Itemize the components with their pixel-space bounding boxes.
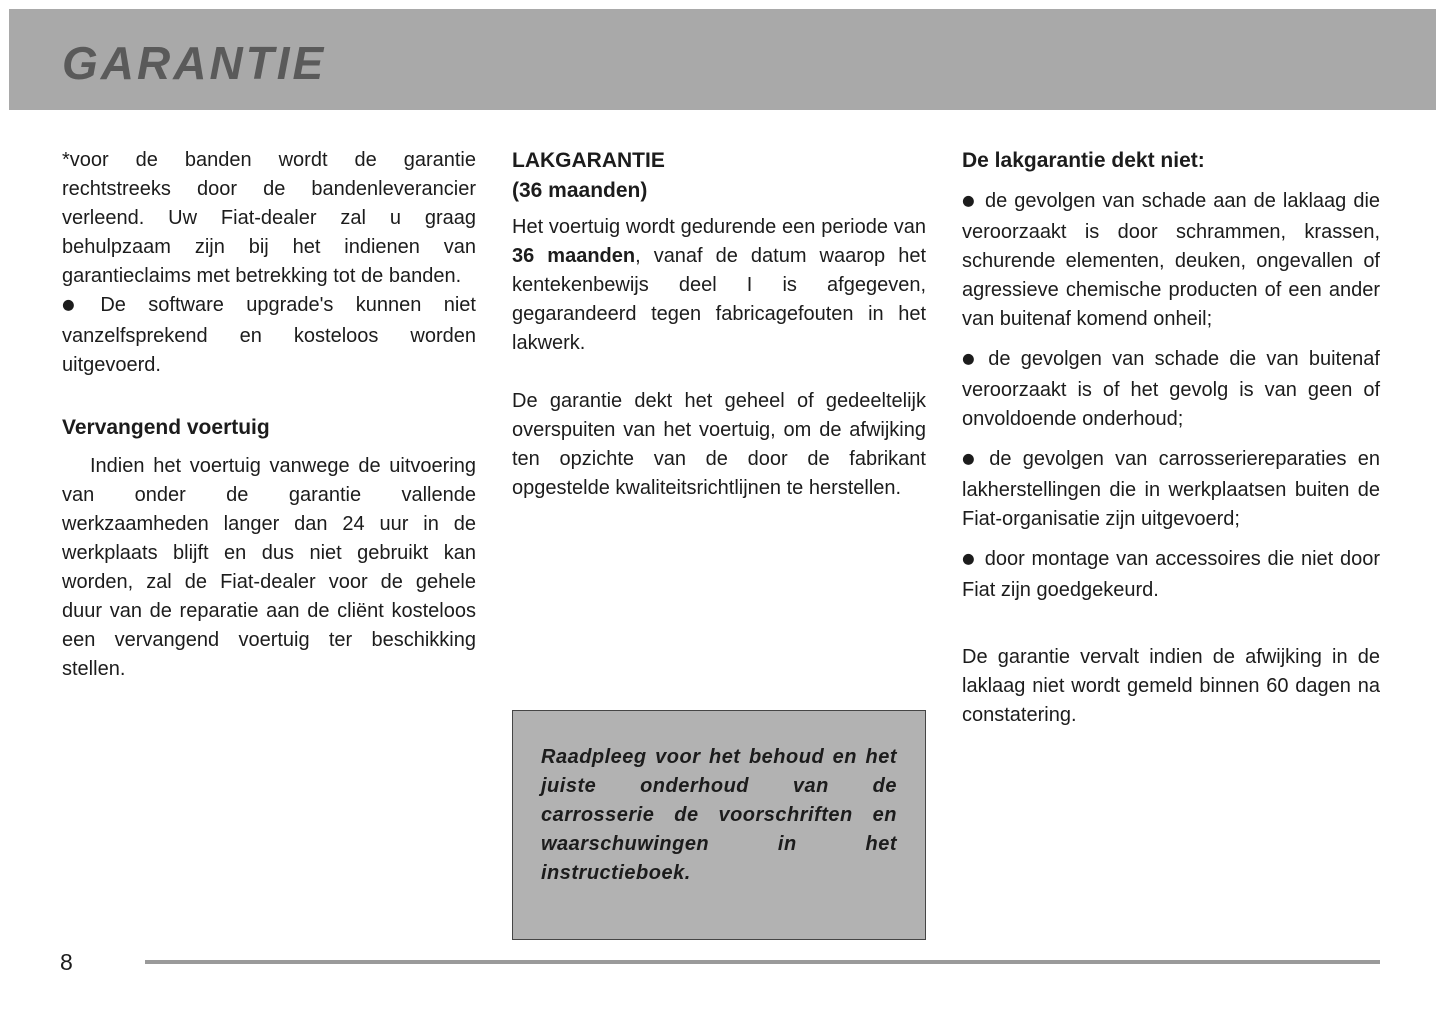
footer-rule [145, 960, 1380, 964]
bullet-item-text: De software upgrade's kunnen niet vanzelfsprekend en kosteloos worden uitgevoerd. [62, 294, 476, 376]
heading-lakgarantie-line2: (36 maanden) [512, 179, 648, 202]
bullet-icon: ● [962, 451, 981, 467]
bullet-item-text: de gevolgen van schade die van buitenaf veroorzaakt is of het gevolg is van geen of onvoldoende onderhoud; [962, 348, 1380, 430]
bullet-item-text: de gevolgen van schade aan de laklaag die veroorzaakt is door schrammen, krassen, schurende elementen, deuken, ongevallen of agressieve chemische producten of een ander van buitenaf komend onheil; [962, 190, 1381, 330]
heading-lakgarantie-line1: LAKGARANTIE [512, 149, 665, 172]
notice-box-text: Raadpleeg voor het behoud en het juiste onderhoud van de carrosserie de voorschriften en waarschuwingen in het instructieboek. [541, 746, 897, 884]
paragraph-expiry: De garantie vervalt indien de afwijking in de laklaag niet wordt gemeld binnen 60 dagen na constatering. [962, 646, 1380, 726]
paragraph-respray: De garantie dekt het geheel of gedeeltelijk overspuiten van het voertuig, om de afwijking ten opzichte van de door de fabrikant opgestelde kwaliteitsrichtlijnen te herstellen. [512, 390, 926, 499]
bullet-item-accessories [962, 545, 1380, 605]
bullet-item-damage-scratches [962, 187, 1380, 334]
bullet-icon: ● [62, 297, 92, 313]
bullet-item-external-damage [962, 345, 1380, 434]
column-middle [512, 146, 926, 503]
bullet-icon: ● [962, 193, 977, 209]
heading-lakgarantie [512, 146, 926, 206]
page-title: GARANTIE [62, 36, 327, 89]
paragraph-replacement-vehicle: Indien het voertuig vanwege de uitvoering van onder de garantie vallende werkzaamheden langer dan 24 uur in de werkplaats blijft en dus niet gebruikt kan worden, zal de Fiat-dealer voor de gehele duur van de reparatie aan de cliënt kosteloos een vervangend voertuig ter beschikking stellen. [62, 455, 476, 680]
bullet-icon: ● [962, 551, 976, 567]
paint-warranty-text-post: , vanaf de datum waarop het kentekenbewijs deel I is afgegeven, gegarandeerd tegen fabricagefouten in het lakwerk. [512, 245, 926, 354]
paint-warranty-duration: 36 maanden [512, 245, 636, 267]
paragraph-paint-warranty [512, 213, 926, 358]
page-header-bar [9, 9, 1436, 110]
heading-vervangend-voertuig: Vervangend voertuig [62, 416, 270, 439]
bullet-item-text: de gevolgen van carrosseriereparaties en lakherstellingen die in werkplaatsen buiten de Fiat-organisatie zijn uitgevoerd; [962, 448, 1380, 530]
bullet-item-third-party-repairs [962, 445, 1380, 534]
paragraph-tyre-warranty: *voor de banden wordt de garantie rechtstreeks door de bandenleverancier verleend. Uw Fiat-dealer zal u graag behulpzaam zijn bij het indienen van garantieclaims met betrekking tot de banden. [62, 149, 476, 287]
paint-warranty-text-pre: Het voertuig wordt gedurende een periode van [512, 216, 926, 238]
bullet-icon: ● [962, 351, 980, 367]
column-right [962, 146, 1380, 730]
notice-box [512, 710, 926, 940]
bullet-item-text: door montage van accessoires die niet door Fiat zijn goedgekeurd. [962, 548, 1380, 601]
heading-dekt-niet: De lakgarantie dekt niet: [962, 149, 1205, 172]
bullet-item-software-upgrades [62, 291, 476, 380]
column-left [62, 146, 476, 684]
page-number: 8 [60, 949, 73, 975]
